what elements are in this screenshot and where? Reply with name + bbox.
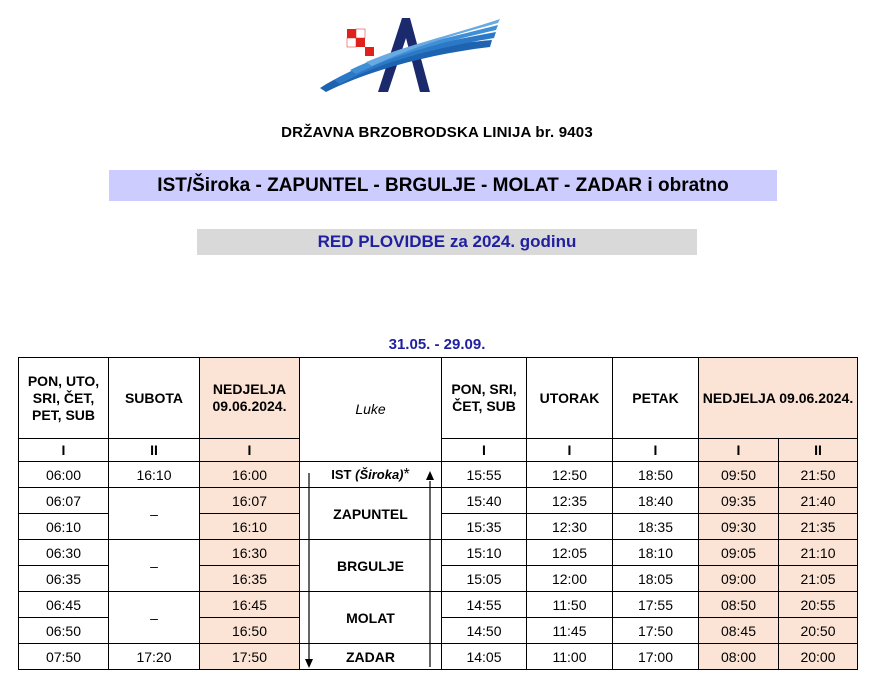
time-cell: 17:55 — [613, 592, 699, 618]
col-header-mon-wed-thu-sat: PON, SRI, ČET, SUB — [442, 358, 527, 439]
time-cell: 07:50 — [19, 644, 109, 670]
time-cell: 12:00 — [527, 566, 613, 592]
timetable — [18, 357, 858, 670]
time-cell: 16:50 — [200, 618, 300, 644]
col-header-friday: PETAK — [613, 358, 699, 439]
time-cell: 08:45 — [699, 618, 779, 644]
roman-label: I — [442, 439, 527, 462]
time-cell: 21:05 — [779, 566, 858, 592]
port-molat: MOLAT — [300, 592, 442, 644]
no-service-cell: – — [109, 488, 200, 540]
time-cell: 21:40 — [779, 488, 858, 514]
time-cell: 21:50 — [779, 462, 858, 488]
time-cell: 09:50 — [699, 462, 779, 488]
time-cell: 09:30 — [699, 514, 779, 540]
time-cell: 16:10 — [109, 462, 200, 488]
time-cell: 09:35 — [699, 488, 779, 514]
time-cell: 16:45 — [200, 592, 300, 618]
port-brgulje: BRGULJE — [300, 540, 442, 592]
port-ist: IST (Široka)* — [300, 462, 442, 488]
time-cell: 06:00 — [19, 462, 109, 488]
roman-label: I — [19, 439, 109, 462]
time-cell: 08:50 — [699, 592, 779, 618]
roman-label: II — [779, 439, 858, 462]
table-row — [19, 540, 858, 566]
time-cell: 16:35 — [200, 566, 300, 592]
time-cell: 11:45 — [527, 618, 613, 644]
time-cell: 15:05 — [442, 566, 527, 592]
time-cell: 15:40 — [442, 488, 527, 514]
time-cell: 21:35 — [779, 514, 858, 540]
roman-label: I — [200, 439, 300, 462]
no-service-cell: – — [109, 592, 200, 644]
time-cell: 12:50 — [527, 462, 613, 488]
time-cell: 17:50 — [613, 618, 699, 644]
time-cell: 06:50 — [19, 618, 109, 644]
roman-label: I — [527, 439, 613, 462]
time-cell: 06:30 — [19, 540, 109, 566]
time-cell: 15:35 — [442, 514, 527, 540]
time-cell: 11:50 — [527, 592, 613, 618]
time-cell: 21:10 — [779, 540, 858, 566]
time-cell: 06:45 — [19, 592, 109, 618]
port-zapuntel: ZAPUNTEL — [300, 488, 442, 540]
time-cell: 17:00 — [613, 644, 699, 670]
col-header-sunday-out: NEDJELJA 09.06.2024. — [200, 358, 300, 439]
time-cell: 20:50 — [779, 618, 858, 644]
time-cell: 14:55 — [442, 592, 527, 618]
time-cell: 16:30 — [200, 540, 300, 566]
time-cell: 09:05 — [699, 540, 779, 566]
table-row — [19, 592, 858, 618]
time-cell: 18:05 — [613, 566, 699, 592]
time-cell: 12:35 — [527, 488, 613, 514]
time-cell: 11:00 — [527, 644, 613, 670]
roman-label: II — [109, 439, 200, 462]
time-cell: 18:40 — [613, 488, 699, 514]
time-cell: 18:35 — [613, 514, 699, 540]
time-cell: 15:55 — [442, 462, 527, 488]
time-cell: 16:00 — [200, 462, 300, 488]
time-cell: 16:07 — [200, 488, 300, 514]
line-title: DRŽAVNA BRZOBRODSKA LINIJA br. 9403 — [281, 124, 593, 141]
col-header-sunday-in: NEDJELJA 09.06.2024. — [699, 358, 858, 439]
time-cell: 20:00 — [779, 644, 858, 670]
time-cell: 09:00 — [699, 566, 779, 592]
time-cell: 17:50 — [200, 644, 300, 670]
time-cell: 14:05 — [442, 644, 527, 670]
time-cell: 17:20 — [109, 644, 200, 670]
time-cell: 14:50 — [442, 618, 527, 644]
schedule-banner: RED PLOVIDBE za 2024. godinu — [197, 229, 697, 255]
time-cell: 06:07 — [19, 488, 109, 514]
col-header-saturday: SUBOTA — [109, 358, 200, 439]
col-header-ports: Luke — [300, 358, 442, 462]
time-cell: 12:05 — [527, 540, 613, 566]
col-header-weekdays: PON, UTO, SRI, ČET, PET, SUB — [19, 358, 109, 439]
table-row — [19, 462, 858, 488]
table-row — [19, 488, 858, 514]
col-header-tuesday: UTORAK — [527, 358, 613, 439]
ship-logo-icon — [320, 14, 500, 96]
time-cell: 06:10 — [19, 514, 109, 540]
time-cell: 18:10 — [613, 540, 699, 566]
time-cell: 18:50 — [613, 462, 699, 488]
time-cell: 12:30 — [527, 514, 613, 540]
route-banner: IST/Široka - ZAPUNTEL - BRGULJE - MOLAT - ZADAR i obratno — [109, 170, 777, 201]
table-row — [19, 644, 858, 670]
no-service-cell: – — [109, 540, 200, 592]
time-cell: 08:00 — [699, 644, 779, 670]
time-cell: 20:55 — [779, 592, 858, 618]
port-zadar: ZADAR — [300, 644, 442, 670]
time-cell: 16:10 — [200, 514, 300, 540]
time-cell: 15:10 — [442, 540, 527, 566]
date-range: 31.05. - 29.09. — [388, 336, 486, 353]
roman-label: I — [699, 439, 779, 462]
roman-label: I — [613, 439, 699, 462]
time-cell: 06:35 — [19, 566, 109, 592]
